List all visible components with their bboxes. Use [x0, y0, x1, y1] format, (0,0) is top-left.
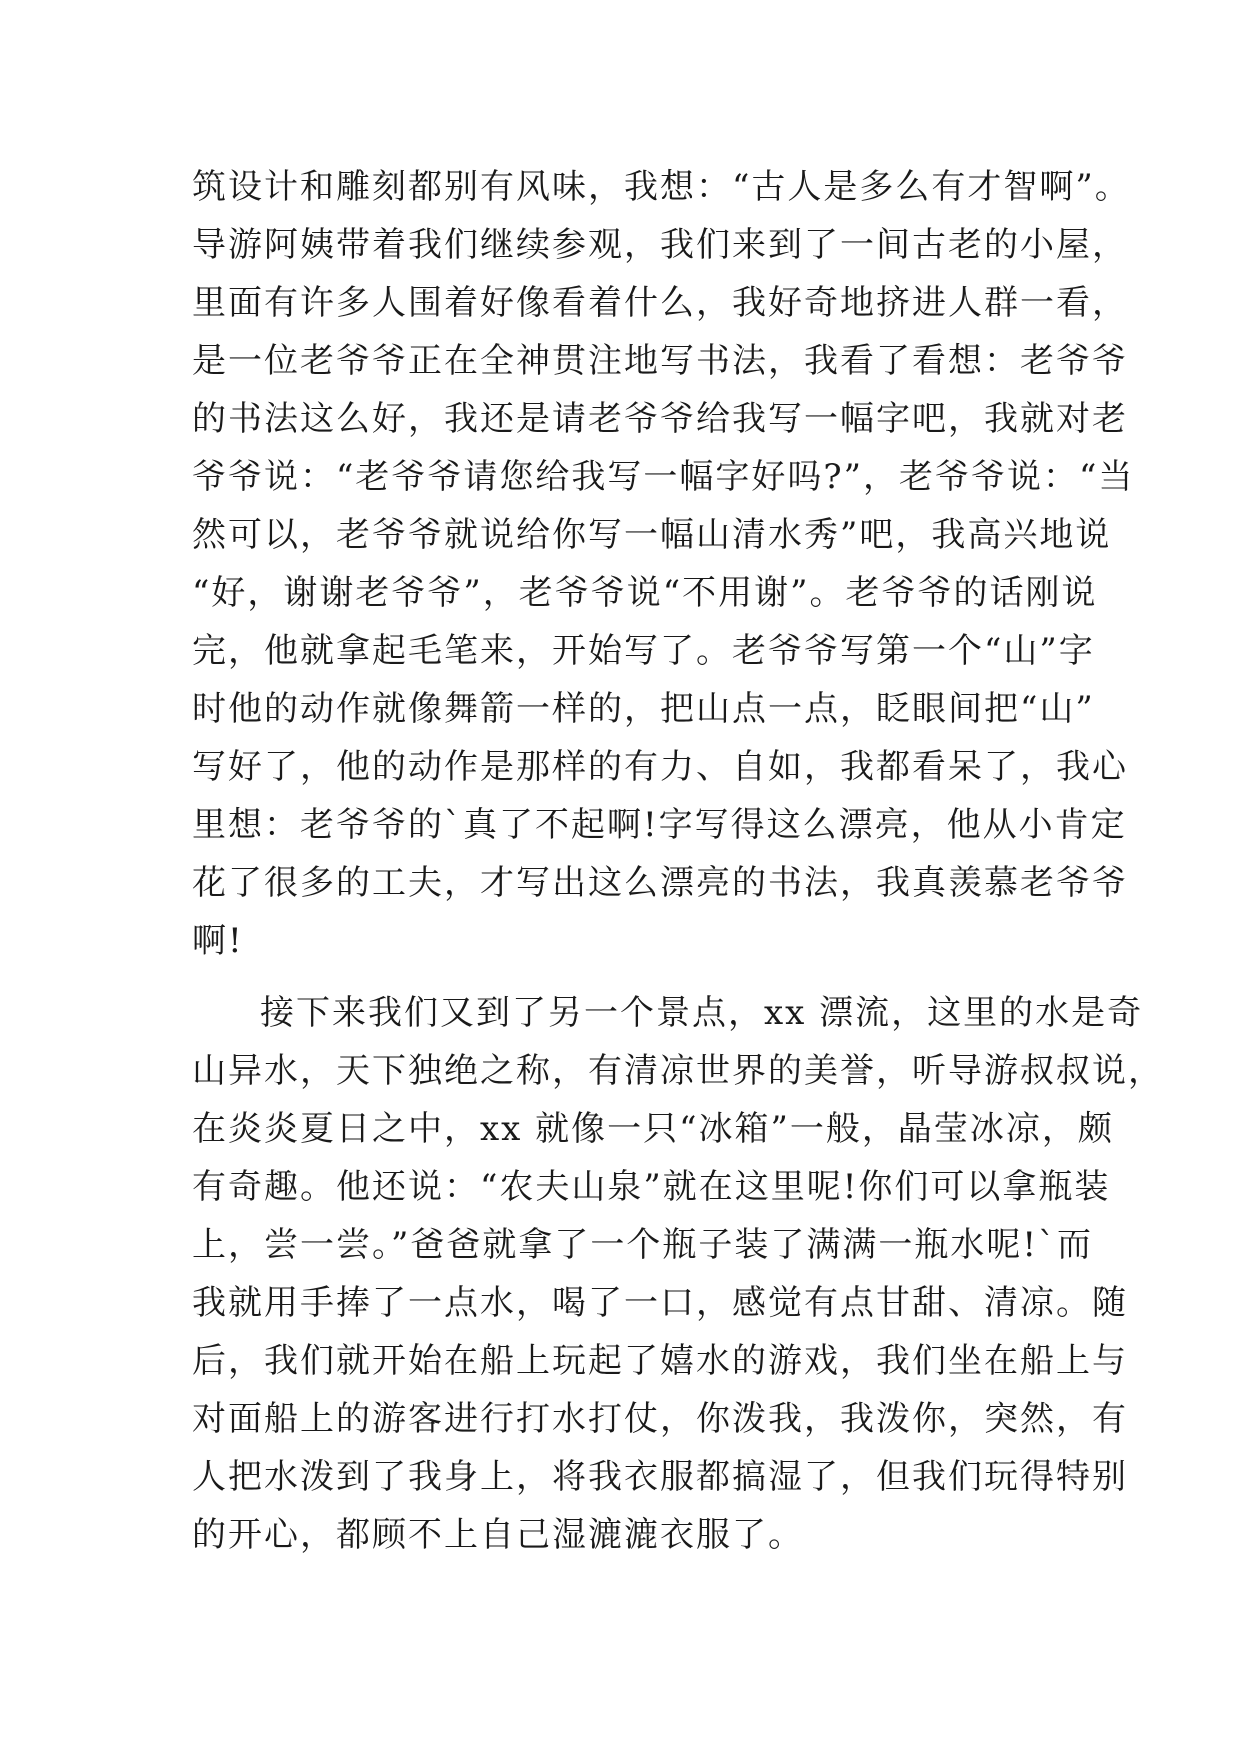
- paragraph-spacer: [192, 970, 1072, 984]
- paragraph-line: 写好了，他的动作是那样的有力、自如，我都看呆了，我心: [192, 747, 1128, 787]
- paragraph-line: 我就用手捧了一点水，喝了一口，感觉有点甘甜、清凉。随: [192, 1283, 1128, 1323]
- paragraph-line: 对面船上的游客进行打水打仗，你泼我，我泼你，突然，有: [192, 1399, 1128, 1439]
- paragraph-line: 山异水，天下独绝之称，有清凉世界的美誉，听导游叔叔说，: [192, 1051, 1164, 1091]
- paragraph-line: 后，我们就开始在船上玩起了嬉水的游戏，我们坐在船上与: [192, 1341, 1128, 1381]
- paragraph-line: 爷爷说：“老爷爷请您给我写一幅字好吗?”，老爷爷说：“当: [192, 457, 1135, 497]
- paragraph-line: “好，谢谢老爷爷”，老爷爷说“不用谢”。老爷爷的话刚说: [192, 573, 1098, 613]
- paragraph-1: [192, 158, 1135, 970]
- paragraph-line: 的开心，都顾不上自己湿漉漉衣服了。: [192, 1515, 804, 1555]
- paragraph-line: 里面有许多人围着好像看着什么，我好奇地挤进人群一看，: [192, 283, 1128, 323]
- paragraph-line: 的书法这么好，我还是请老爷爷给我写一幅字吧，我就对老: [192, 399, 1128, 439]
- document-body: [192, 158, 1164, 1564]
- paragraph-line: 在炎炎夏日之中，xx 就像一只“冰箱”一般，晶莹冰凉，颇: [192, 1109, 1114, 1149]
- paragraph-2: [192, 984, 1164, 1564]
- paragraph-line: 啊!: [192, 921, 244, 961]
- paragraph-line: 有奇趣。他还说：“农夫山泉”就在这里呢!你们可以拿瓶装: [192, 1167, 1111, 1207]
- paragraph-line: 导游阿姨带着我们继续参观，我们来到了一间古老的小屋，: [192, 225, 1128, 265]
- paragraph-line: 筑设计和雕刻都别有风味，我想：“古人是多么有才智啊”。: [192, 167, 1131, 207]
- paragraph-line: 然可以，老爷爷就说给你写一幅山清水秀”吧，我高兴地说: [192, 515, 1112, 555]
- paragraph-line: 人把水泼到了我身上，将我衣服都搞湿了，但我们玩得特别: [192, 1457, 1128, 1497]
- paragraph-line: 时他的动作就像舞箭一样的，把山点一点，眨眼间把“山”: [192, 689, 1095, 729]
- paragraph-line: 上，尝一尝。”爸爸就拿了一个瓶子装了满满一瓶水呢!`而: [192, 1225, 1094, 1265]
- paragraph-line: 花了很多的工夫，才写出这么漂亮的书法，我真羡慕老爷爷: [192, 863, 1128, 903]
- paragraph-line: 接下来我们又到了另一个景点，xx 漂流，这里的水是奇: [260, 993, 1144, 1033]
- paragraph-line: 里想：老爷爷的`真了不起啊!字写得这么漂亮，他从小肯定: [192, 805, 1127, 845]
- paragraph-line: 完，他就拿起毛笔来，开始写了。老爷爷写第一个“山”字: [192, 631, 1095, 671]
- paragraph-line: 是一位老爷爷正在全神贯注地写书法，我看了看想：老爷爷: [192, 341, 1128, 381]
